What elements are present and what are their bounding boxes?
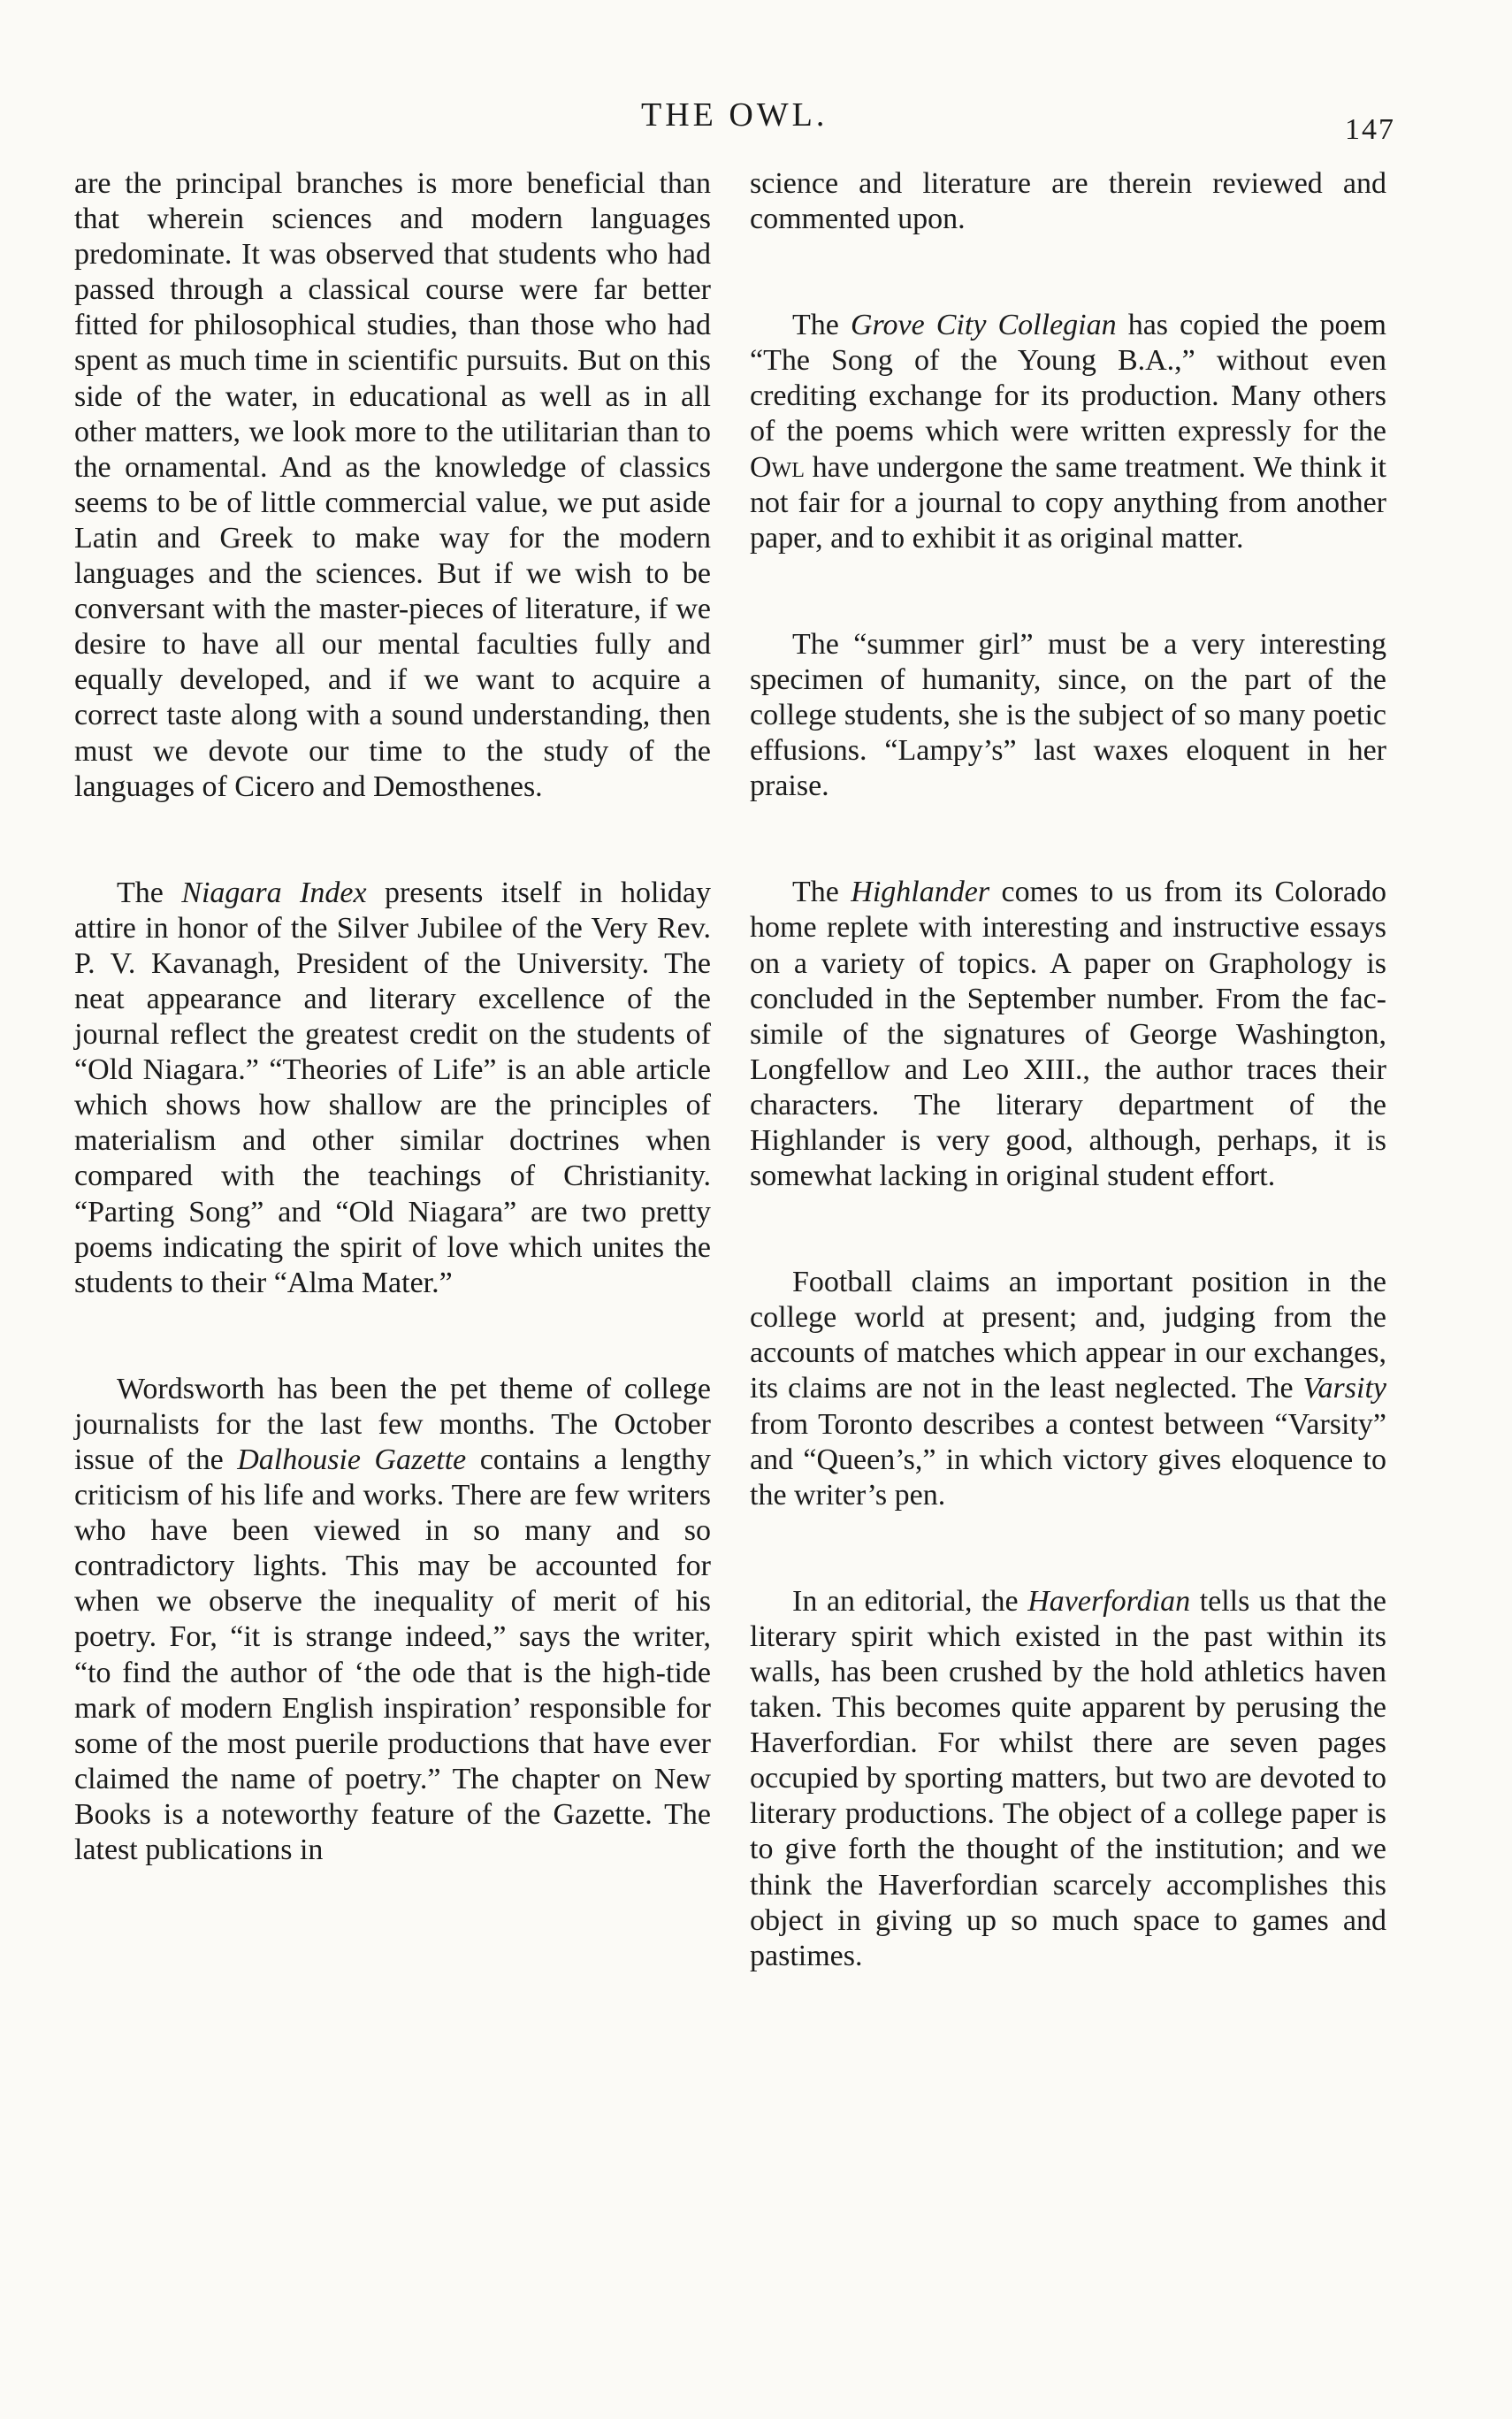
page-number: 147 xyxy=(1345,113,1395,146)
page-title: THE OWL. xyxy=(641,96,829,134)
left-column xyxy=(74,166,711,1868)
paragraph-text: The xyxy=(792,876,851,909)
journal-title: Niagara Index xyxy=(181,876,367,909)
paragraph-haverfordian xyxy=(750,1584,1386,1974)
paragraph-text: tells us that the literary spirit which existed in the past within its walls, has been crushed by the hold athletics haven taken. This becomes quite apparent by perusing the Haverfordian. For whilst there are seven pages occupied by sporting matters, but two are devoted to literary productions. The object of a college paper is to give forth the thought of the institution; and we think the Haverfordian scarcely accomplishes this object in giving up so much space to games and pastimes. xyxy=(750,1584,1386,1972)
paragraph-text: Football claims an important position in the college world at present; and, judging from the accounts of matches which appear in our exchanges, its claims are not in the least neglected. The xyxy=(750,1266,1386,1405)
paragraph-text: are the principal branches is more beneficial than that wherein sciences and modern languages predominate. It was observed that students who had passed through a classical course were far better fitted for philosophical studies, than those who had spent as much time in scientific pursuits. But on this side of the water, in educational as well as in all other matters, we look more to the utilitarian than to the ornamental. And as the knowledge of classics seems to be of little commercial value, we put aside Latin and Greek to make way for the modern languages and the sciences. But if we wish to be conversant with the master-pieces of literature, if we desire to have all our mental faculties fully and equally developed, and if we want to acquire a correct taste along with a sound understanding, then must we devote our time to the study of the languages of Cicero and Demosthenes. xyxy=(74,167,711,803)
paragraph-continuation xyxy=(750,166,1386,237)
paragraph-text: from Toronto describes a contest between “Varsity” and “Queen’s,” in which victory gives eloquence to the writer’s pen. xyxy=(750,1407,1386,1512)
journal-title: Haverfordian xyxy=(1027,1584,1191,1618)
paragraph-classics xyxy=(74,166,711,805)
paragraph-text: The xyxy=(117,876,182,909)
journal-title: Varsity xyxy=(1302,1372,1386,1405)
paragraph-text: The xyxy=(792,309,851,342)
owl-smallcaps: Owl xyxy=(750,450,805,484)
paragraph-niagara-index xyxy=(74,876,711,1301)
paragraph-wordsworth xyxy=(74,1372,711,1868)
paragraph-text: The “summer girl” must be a very interesting specimen of humanity, since, on the part of the college students, she is the subject of so many poetic effusions. “Lampy’s” last waxes eloquent in her praise. xyxy=(750,627,1386,803)
paragraph-text: has copied the poem “The Song of the Young B.A.,” without even crediting exchange for its production. Many others of the poems which were written expressly for the xyxy=(750,309,1386,448)
paragraph-grove-city xyxy=(750,308,1386,556)
journal-title: Dalhousie Gazette xyxy=(237,1443,467,1476)
paragraph-text: have undergone the same treatment. We think it not fair for a journal to copy anything from another paper, and to exhibit it as original matter. xyxy=(750,450,1386,555)
journal-title: Grove City Collegian xyxy=(850,309,1117,342)
paragraph-text: In an editorial, the xyxy=(792,1584,1028,1618)
running-head xyxy=(0,96,1512,146)
paragraph-text: contains a lengthy criticism of his life and works. There are few writers who have been viewed in so many and so contradictory lights. This may be accounted for when we observe the inequality of merit of his poetry. For, “it is strange indeed,” says the writer, “to find the author of ‘the ode that is the high-tide mark of modern English inspiration’ responsible for some of the most puerile productions that have ever claimed the name of poetry.” The chapter on New Books is a noteworthy feature of the Gazette. The latest publications in xyxy=(74,1443,711,1867)
paragraph-football xyxy=(750,1265,1386,1513)
paragraph-highlander xyxy=(750,875,1386,1194)
paragraph-text: Wordsworth has been the pet theme of college journalists for the last few months. The October issue of the xyxy=(74,1372,711,1476)
paragraph-text: presents itself in holiday attire in honor of the Silver Jubilee of the Very Rev. P. V. Kavanagh, President of the University. The neat appearance and literary excellence of the journal reflect the greatest credit on the students of “Old Niagara.” “Theories of Life” is an able article which shows how shallow are the principles of materialism and other similar doctrines when compared with the teachings of Christianity. “Parting Song” and “Old Niagara” are two pretty poems indicating the spirit of love which unites the students to their “Alma Mater.” xyxy=(74,876,712,1299)
journal-title: Highlander xyxy=(851,876,990,909)
paragraph-text: comes to us from its Colorado home replete with interesting and instructive essays on a variety of topics. A paper on Graphology is concluded in the September number. From the fac-simile of the signatures of George Washington, Longfellow and Leo XIII., the author traces their characters. The literary department of the Highlander is very good, although, perhaps, it is somewhat lacking in original student effort. xyxy=(750,876,1386,1193)
right-column xyxy=(750,166,1386,1974)
paragraph-summer-girl xyxy=(750,627,1386,804)
paragraph-text: science and literature are therein reviewed and commented upon. xyxy=(750,167,1386,236)
